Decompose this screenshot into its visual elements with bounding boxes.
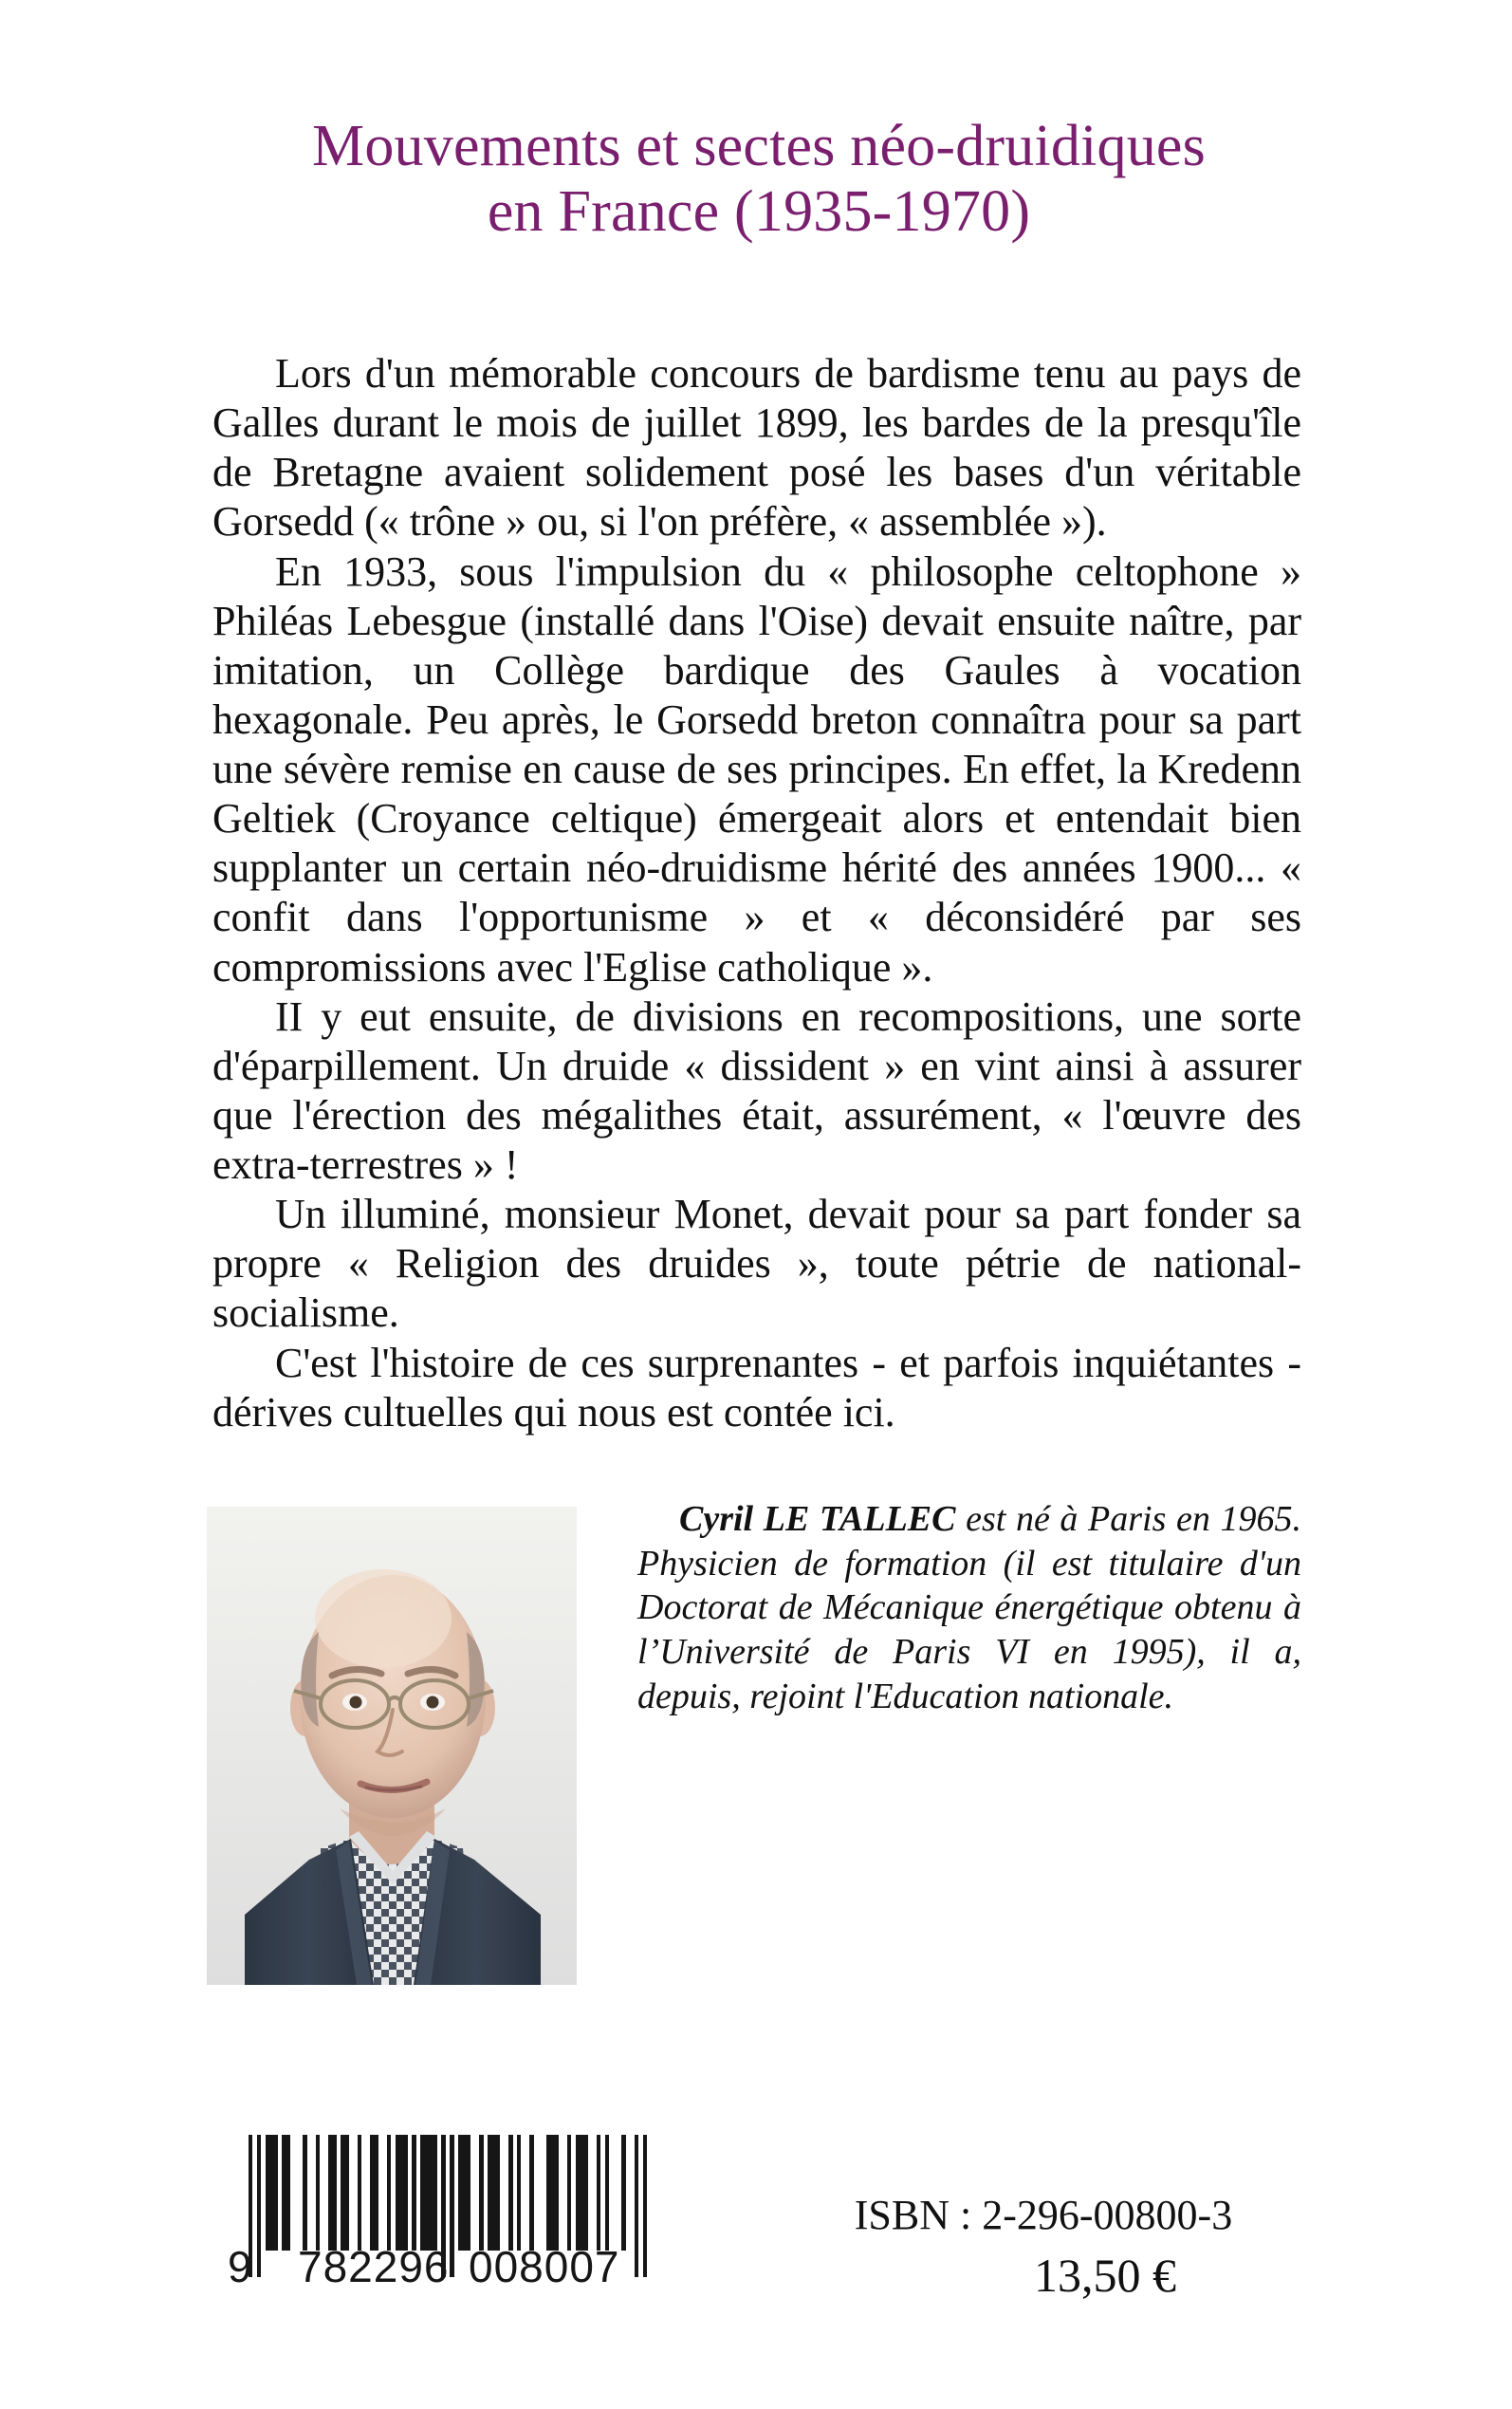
barcode-bar bbox=[597, 2135, 600, 2251]
barcode-bar bbox=[316, 2135, 320, 2251]
book-title-line-2: en France (1935-1970) bbox=[487, 179, 1031, 245]
blurb-paragraph: Lors d'un mémorable concours de bardisme tenu au pays de Galles durant le mois de juillet 1899, les bardes de la presqu'île de Bretagne avaient solidement posé les bases d'un véritable Gorsedd (« trône » ou, si l'on préfère, « assemblée »). bbox=[212, 350, 1301, 546]
blurb-paragraph: Un illuminé, monsieur Monet, devait pour sa part fonder sa propre « Religion des druides », toute pétrie de national-socialisme. bbox=[212, 1191, 1301, 1337]
barcode-bar bbox=[303, 2135, 306, 2251]
barcode-bar bbox=[358, 2135, 361, 2251]
book-title-line-1: Mouvements et sectes néo-druidiques bbox=[312, 114, 1206, 178]
barcode-bar bbox=[420, 2135, 437, 2251]
author-portrait-illustration bbox=[207, 1507, 577, 1985]
author-name: Cyril LE TALLEC bbox=[679, 1499, 956, 1539]
barcode-bar bbox=[576, 2135, 588, 2251]
isbn-text: ISBN : 2-296-00800-3 bbox=[854, 2192, 1233, 2238]
author-biography bbox=[637, 1497, 1301, 1719]
barcode-bar bbox=[370, 2135, 378, 2251]
barcode-bar bbox=[546, 2135, 559, 2251]
barcode-bar bbox=[621, 2135, 625, 2251]
back-cover-blurb bbox=[212, 349, 1301, 1437]
author-biography-rest: est né à Paris en 1965. Physicien de formation (il est titulaire d'un Doctorat de Mécanique énergétique obtenu à l’Université de Paris VI en 1995), il a, depuis, rejoint l'Education nationale. bbox=[637, 1499, 1302, 1716]
author-portrait-photo bbox=[207, 1507, 577, 1985]
isbn-price-block bbox=[797, 2192, 1290, 2305]
barcode-bar bbox=[341, 2135, 349, 2251]
barcode-digit-group-left: 9 bbox=[228, 2242, 253, 2291]
blurb-paragraph: C'est l'histoire de ces surprenantes - et parfois inquiétantes - dérives cultuelles qui nous est contée ici. bbox=[212, 1339, 1301, 1436]
barcode-bar bbox=[387, 2135, 391, 2251]
author-biography-text bbox=[637, 1497, 1301, 1719]
barcode-bar bbox=[328, 2135, 337, 2251]
ean13-barcode bbox=[228, 2135, 647, 2334]
barcode-bar bbox=[412, 2135, 415, 2251]
barcode-bar bbox=[567, 2135, 571, 2251]
barcode-bar bbox=[605, 2135, 609, 2251]
blurb-paragraph: En 1933, sous l'impulsion du « philosophe celtophone » Philéas Lebesgue (installé dans l'Oise) devait ensuite naître, par imitation, un Collège bardique des Gaules à vocation hexagonale. Peu après, le Gorsedd breton connaîtra pour sa part une sévère remise en cause de ses principes. En effet, la Kredenn Geltiek (Croyance celtique) émergeait alors et entendait bien supplanter un certain néo-druidisme hérité des années 1900... « confit dans l'opportunisme » et « déconsidéré par ses compromissions avec l'Eglise catholique ». bbox=[212, 547, 1301, 991]
barcode-bar bbox=[517, 2135, 521, 2251]
barcode-bar bbox=[458, 2135, 470, 2251]
blurb-paragraph: II y eut ensuite, de divisions en recompositions, une sorte d'éparpillement. Un druide « dissident » en vint ainsi à assurer que l'érection des mégalithes était, assurément, « l'œuvre des extra-terrestres » ! bbox=[212, 992, 1301, 1188]
barcode-bar bbox=[396, 2135, 408, 2251]
barcode-digits bbox=[228, 2241, 658, 2298]
barcode-bar bbox=[479, 2135, 483, 2251]
barcode-bar bbox=[282, 2135, 290, 2251]
barcode-bar bbox=[266, 2135, 278, 2251]
book-title bbox=[152, 114, 1366, 246]
barcode-digit-group-middle: 782296 bbox=[298, 2242, 450, 2291]
barcode-bar bbox=[529, 2135, 533, 2251]
barcode-bar bbox=[508, 2135, 512, 2251]
barcode-digit-group-right: 008007 bbox=[469, 2242, 620, 2291]
price-text: 13,50 € bbox=[1034, 2248, 1176, 2302]
barcode-bar bbox=[488, 2135, 500, 2251]
